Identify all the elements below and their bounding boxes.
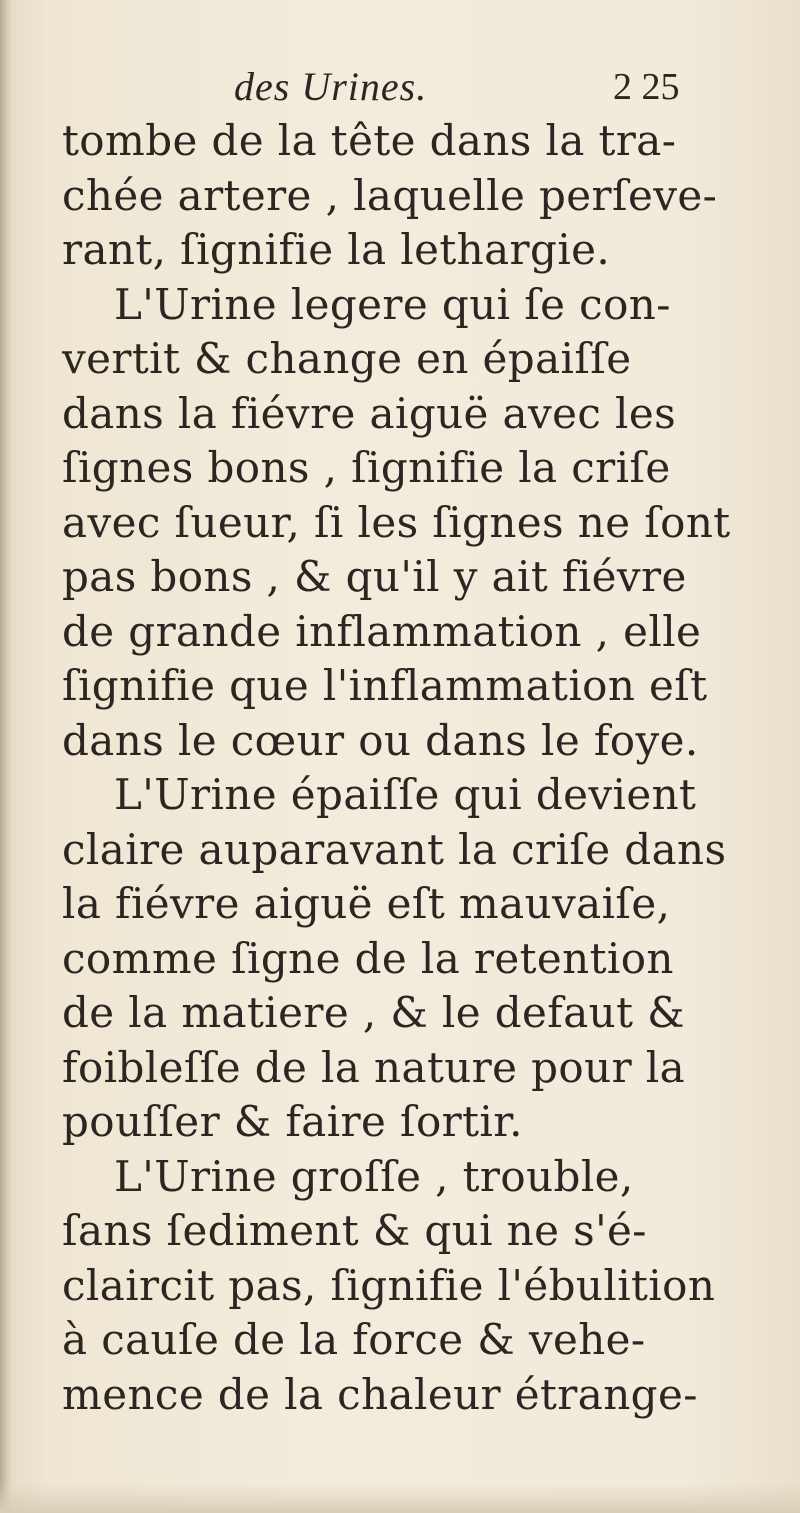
text-line: ſignifie que l'inflammation eſt [62,661,708,710]
text-line: claircit pas, ſignifie l'ébulition [62,1260,716,1310]
text-line: ſans ſediment & qui ne s'é- [62,1206,647,1255]
paragraph-first-line: L'Urine épaiſſe qui devient [114,770,697,819]
page-number: 2 25 [613,66,680,108]
text-line: rant, ſignifie la lethargie. [62,225,611,274]
text-line: la fiévre aiguë eſt mauvaiſe, [62,879,671,928]
text-line: dans la fiévre aiguë avec les [62,388,677,438]
text-line: de grande inflammation , elle [62,606,702,656]
text-line: comme ſigne de la retention [62,933,674,983]
text-line: foibleſſe de la nature pour la [62,1042,686,1092]
text-line: vertit & change en épaiſſe [62,334,632,383]
text-line: ſignes bons , ſignifie la criſe [62,443,671,492]
running-title: des Urines. [234,64,428,109]
paragraph-first-line: L'Urine legere qui ſe con- [114,279,671,329]
text-line: claire auparavant la criſe dans [62,824,727,874]
text-line: mence de la chaleur étrange- [62,1369,698,1419]
text-line: de la matiere , & le defaut & [62,988,685,1037]
text-line: pas bons , & qu'il y ait fiévre [62,552,687,601]
text-line: dans le cœur ou dans le foye. [62,715,699,765]
text-line: à cauſe de la force & vehe- [62,1315,646,1364]
page-header [60,64,700,114]
text-line: chée artere , laquelle perſeve- [62,170,718,220]
text-line: avec ſueur, ſi les ſignes ne ſont [62,497,731,547]
page-binding-edge [0,0,12,1513]
text-line: tombe de la tête dans la tra- [62,116,677,165]
body-text [62,114,731,1422]
text-line: pouſſer & faire ſortir. [62,1097,523,1146]
paragraph-first-line: L'Urine groſſe , trouble, [114,1151,634,1201]
page-bottom-edge [0,1483,800,1513]
